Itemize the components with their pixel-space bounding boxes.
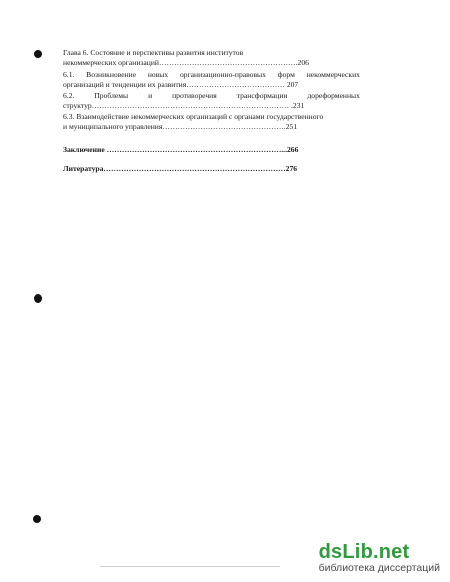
toc-word: Возникновение (86, 70, 137, 79)
toc-item-6-2-line1 (63, 91, 360, 100)
toc-chapter6-title-line2: некоммерческих организаций……………………………………………….206 (63, 57, 309, 67)
watermark (319, 542, 440, 574)
toc-word: новых (147, 70, 169, 79)
scan-artifact (100, 566, 280, 567)
logo-part-lib: Lib (342, 541, 373, 563)
toc-item-6-1-number: 6.1. (63, 70, 75, 79)
toc-word: и (148, 91, 153, 100)
punch-hole-mark-top (34, 50, 42, 58)
punch-hole-mark-bottom (33, 515, 41, 523)
toc-item-6-1-line2: организаций и тенденции их развития………………………………… 207 (63, 80, 299, 89)
toc-word: некоммерческих (306, 70, 360, 79)
toc-conclusion: Заключение ……………………………………………………………...266 (63, 145, 299, 154)
toc-references: Литература………………………………………………………………276 (63, 164, 298, 173)
toc-word: Проблемы (94, 91, 129, 100)
toc-chapter6-title-line1: Глава 6. Состояние и перспективы развития институтов (63, 48, 244, 57)
logo-part-ds: ds (318, 541, 343, 563)
watermark-subtitle: библиотека диссертаций (318, 562, 440, 574)
toc-item-6-2-number: 6.2. (63, 91, 75, 100)
toc-word: трансформации (236, 91, 288, 100)
toc-item-6-3-line2: и муниципального управления………………………………………….251 (63, 122, 298, 131)
toc-word: форм (277, 70, 295, 79)
toc-item-6-2-line2: структур…………………………………………………………………… .231 (63, 101, 305, 110)
toc-item-6-1-line1 (63, 70, 360, 79)
dslib-logo (319, 542, 440, 562)
toc-item-6-3-line1: 6.3. Взаимодействие некоммерческих организаций с органами государственного (63, 112, 324, 121)
punch-hole-mark-middle (34, 294, 42, 303)
logo-part-net: .net (372, 541, 410, 563)
toc-word: организационно-правовых (179, 70, 266, 79)
toc-word: противоречия (172, 91, 217, 100)
toc-word: дореформенных (307, 91, 360, 100)
